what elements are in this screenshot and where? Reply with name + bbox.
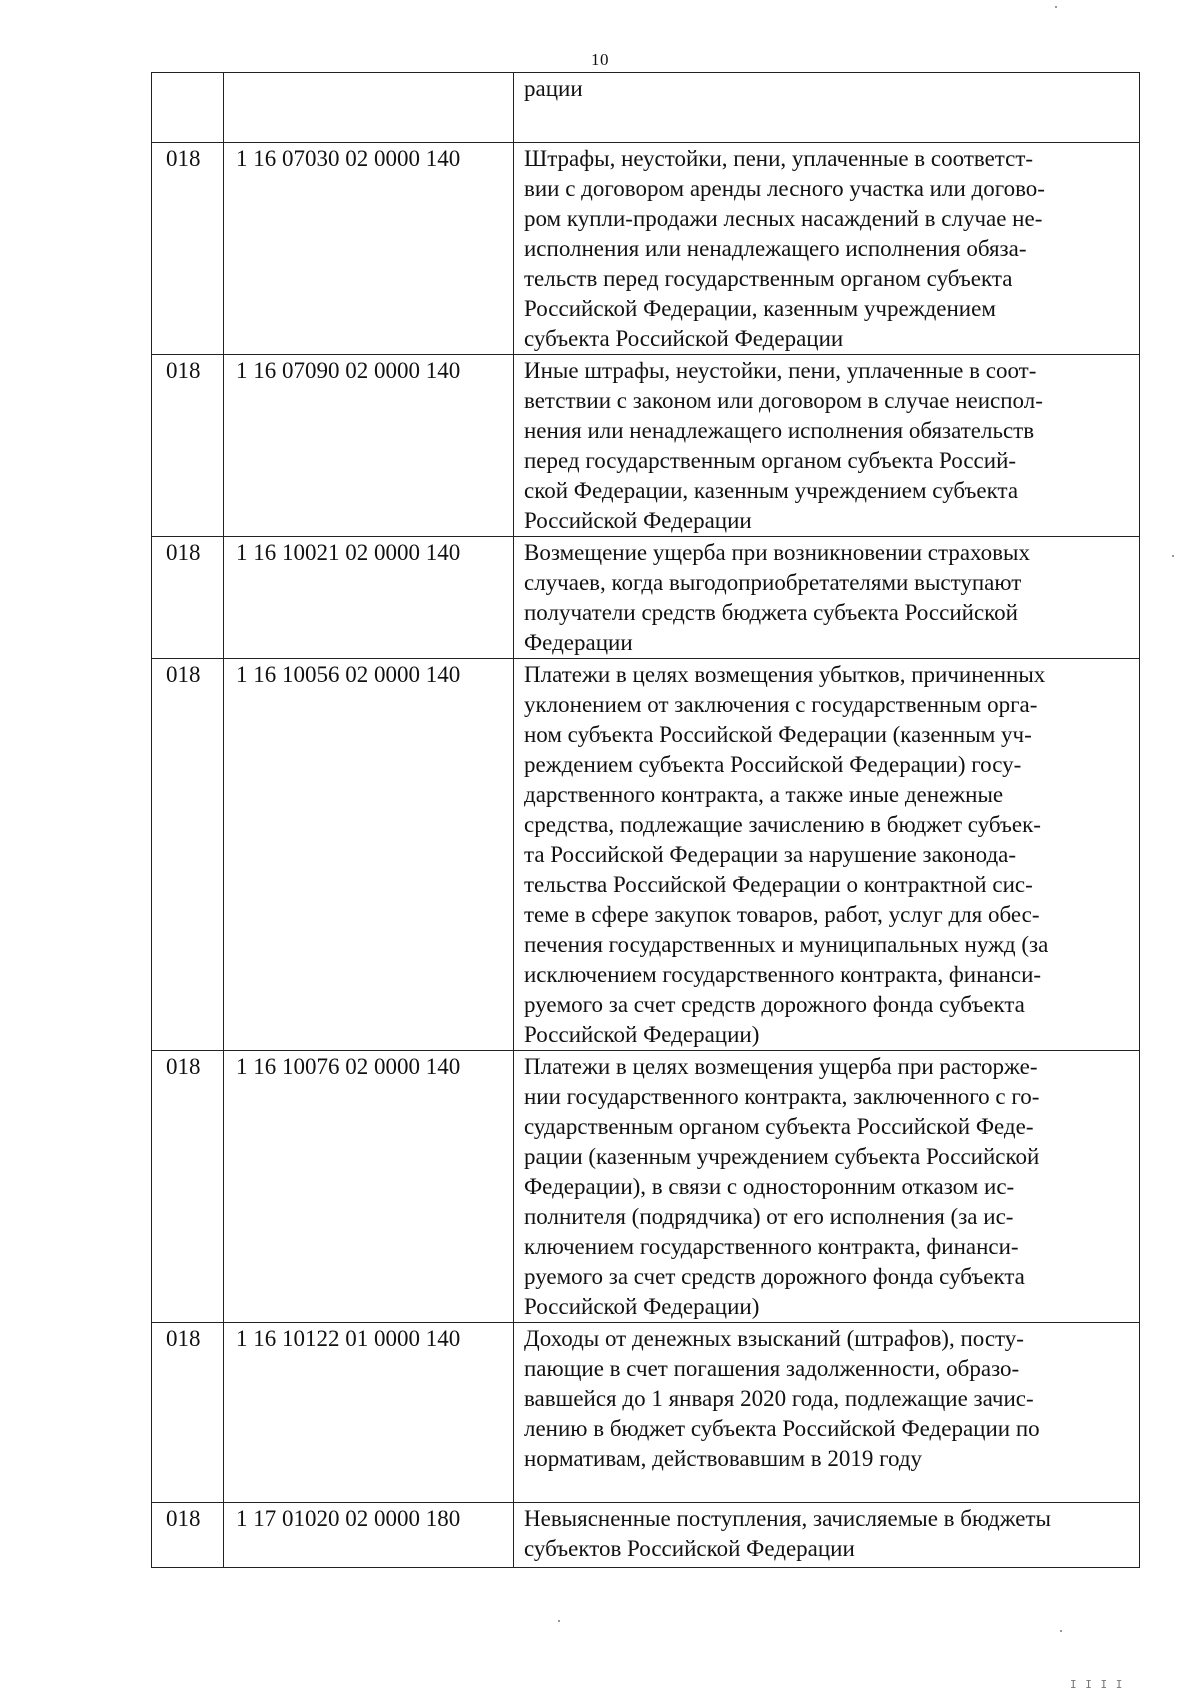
scan-speck (1055, 6, 1057, 8)
revenue-name-cell (514, 659, 1140, 1051)
revenue-name-line: Штрафы, неустойки, пени, уплаченные в соответст- (524, 146, 1034, 171)
budget-classification-code-cell: 1 17 01020 02 0000 180 (224, 1503, 514, 1568)
revenue-name-line: тельства Российской Федерации о контрактной сис- (524, 872, 1033, 897)
table-row (152, 143, 1140, 355)
revenue-name-line: Иные штрафы, неустойки, пени, уплаченные в соот- (524, 358, 1037, 383)
revenue-name-line: Платежи в целях возмещения ущерба при расторже- (524, 1054, 1038, 1079)
revenue-name-cell (514, 1503, 1140, 1568)
table-row (152, 659, 1140, 1051)
revenue-name-line: нения или ненадлежащего исполнения обязательств (524, 418, 1035, 443)
revenue-name-cell (514, 143, 1140, 355)
revenue-name-line: вавшейся до 1 января 2020 года, подлежащие зачис- (524, 1386, 1034, 1411)
budget-classification-code-cell: 1 16 10076 02 0000 140 (224, 1051, 514, 1323)
revenue-name-line: Платежи в целях возмещения убытков, причиненных (524, 662, 1046, 687)
budget-classification-code-cell (224, 73, 514, 143)
admin-code-cell (152, 73, 224, 143)
revenue-name-line: дарственного контракта, а также иные денежные (524, 782, 1004, 807)
revenue-name-line: средства, подлежащие зачислению в бюджет субъек- (524, 812, 1041, 837)
revenue-name-cell (514, 73, 1140, 143)
admin-code-cell: 018 (152, 143, 224, 355)
table-row (152, 1051, 1140, 1323)
revenue-name-line: исключением государственного контракта, финанси- (524, 962, 1042, 987)
revenue-name-line: рации (524, 76, 583, 101)
revenue-name-line: ром купли-продажи лесных насаждений в случае не- (524, 206, 1043, 231)
revenue-name-line: тельств перед государственным органом субъекта (524, 266, 1013, 291)
budget-classification-code-cell: 1 16 10021 02 0000 140 (224, 537, 514, 659)
budget-classification-code-cell: 1 16 07090 02 0000 140 (224, 355, 514, 537)
admin-code-cell: 018 (152, 537, 224, 659)
revenue-name-line: Российской Федерации) (524, 1022, 760, 1047)
scan-speck (1060, 1630, 1062, 1632)
table-row (152, 73, 1140, 143)
revenue-name-line: Российской Федерации (524, 508, 752, 533)
revenue-name-line: уклонением от заключения с государственным орга- (524, 692, 1038, 717)
revenue-name-line: ской Федерации, казенным учреждением субъекта (524, 478, 1019, 503)
revenue-name-line: ветствии с законом или договором в случае неиспол- (524, 388, 1043, 413)
budget-classification-code-cell: 1 16 10056 02 0000 140 (224, 659, 514, 1051)
admin-code-cell: 018 (152, 1503, 224, 1568)
revenue-name-line: руемого за счет средств дорожного фонда субъекта (524, 992, 1025, 1017)
revenue-name-line: сударственным органом субъекта Российской Феде- (524, 1114, 1034, 1139)
budget-classification-code-cell: 1 16 07030 02 0000 140 (224, 143, 514, 355)
revenue-name-line: нормативам, действовавшим в 2019 году (524, 1446, 923, 1471)
revenue-name-line: случаев, когда выгодоприобретателями выступают (524, 570, 1022, 595)
table-row (152, 1503, 1140, 1568)
revenue-name-cell (514, 1051, 1140, 1323)
table-row (152, 355, 1140, 537)
revenue-name-line: Российской Федерации) (524, 1294, 760, 1319)
revenue-name-line: та Российской Федерации за нарушение законода- (524, 842, 1017, 867)
admin-code-cell: 018 (152, 1051, 224, 1323)
table-row (152, 1323, 1140, 1503)
budget-classification-code-cell: 1 16 10122 01 0000 140 (224, 1323, 514, 1503)
revenue-name-line: реждением субъекта Российской Федерации) госу- (524, 752, 1022, 777)
revenue-name-line: субъекта Российской Федерации (524, 326, 844, 351)
revenue-name-line: руемого за счет средств дорожного фонда субъекта (524, 1264, 1025, 1289)
scan-speck (558, 1620, 560, 1622)
revenue-name-cell (514, 537, 1140, 659)
footer-scan-mark: I I I I (1070, 1678, 1124, 1691)
revenue-name-line: получатели средств бюджета субъекта Российской (524, 600, 1018, 625)
revenue-name-line: печения государственных и муниципальных нужд (за (524, 932, 1049, 957)
revenue-name-line: полнителя (подрядчика) от его исполнения (за ис- (524, 1204, 1014, 1229)
revenue-name-line: субъектов Российской Федерации (524, 1536, 855, 1561)
revenue-name-line: нии государственного контракта, заключенного с го- (524, 1084, 1040, 1109)
revenue-codes-table (151, 72, 1140, 1568)
revenue-name-line: Невыясненные поступления, зачисляемые в бюджеты (524, 1506, 1052, 1531)
revenue-name-line: Доходы от денежных взысканий (штрафов), посту- (524, 1326, 1024, 1351)
revenue-name-line: ном субъекта Российской Федерации (казенным уч- (524, 722, 1032, 747)
revenue-name-line: лению в бюджет субъекта Российской Федерации по (524, 1416, 1040, 1441)
admin-code-cell: 018 (152, 355, 224, 537)
revenue-name-line: Возмещение ущерба при возникновении страховых (524, 540, 1030, 565)
revenue-name-line: пающие в счет погашения задолженности, образо- (524, 1356, 1020, 1381)
revenue-name-line: теме в сфере закупок товаров, работ, услуг для обес- (524, 902, 1040, 927)
revenue-name-line: исполнения или ненадлежащего исполнения обяза- (524, 236, 1027, 261)
revenue-name-line: перед государственным органом субъекта Россий- (524, 448, 1017, 473)
admin-code-cell: 018 (152, 659, 224, 1051)
admin-code-cell: 018 (152, 1323, 224, 1503)
revenue-name-line: ключением государственного контракта, финанси- (524, 1234, 1019, 1259)
revenue-name-line: рации (казенным учреждением субъекта Российской (524, 1144, 1040, 1169)
table-row (152, 537, 1140, 659)
table-body (152, 73, 1140, 1568)
revenue-name-line: Российской Федерации, казенным учреждением (524, 296, 996, 321)
revenue-name-cell (514, 355, 1140, 537)
scan-speck (1172, 555, 1174, 557)
revenue-name-line: Федерации (524, 630, 633, 655)
revenue-name-line: Федерации), в связи с односторонним отказом ис- (524, 1174, 1015, 1199)
page-number: 10 (591, 50, 609, 69)
revenue-name-line: вии с договором аренды лесного участка или догово- (524, 176, 1045, 201)
revenue-name-cell (514, 1323, 1140, 1503)
